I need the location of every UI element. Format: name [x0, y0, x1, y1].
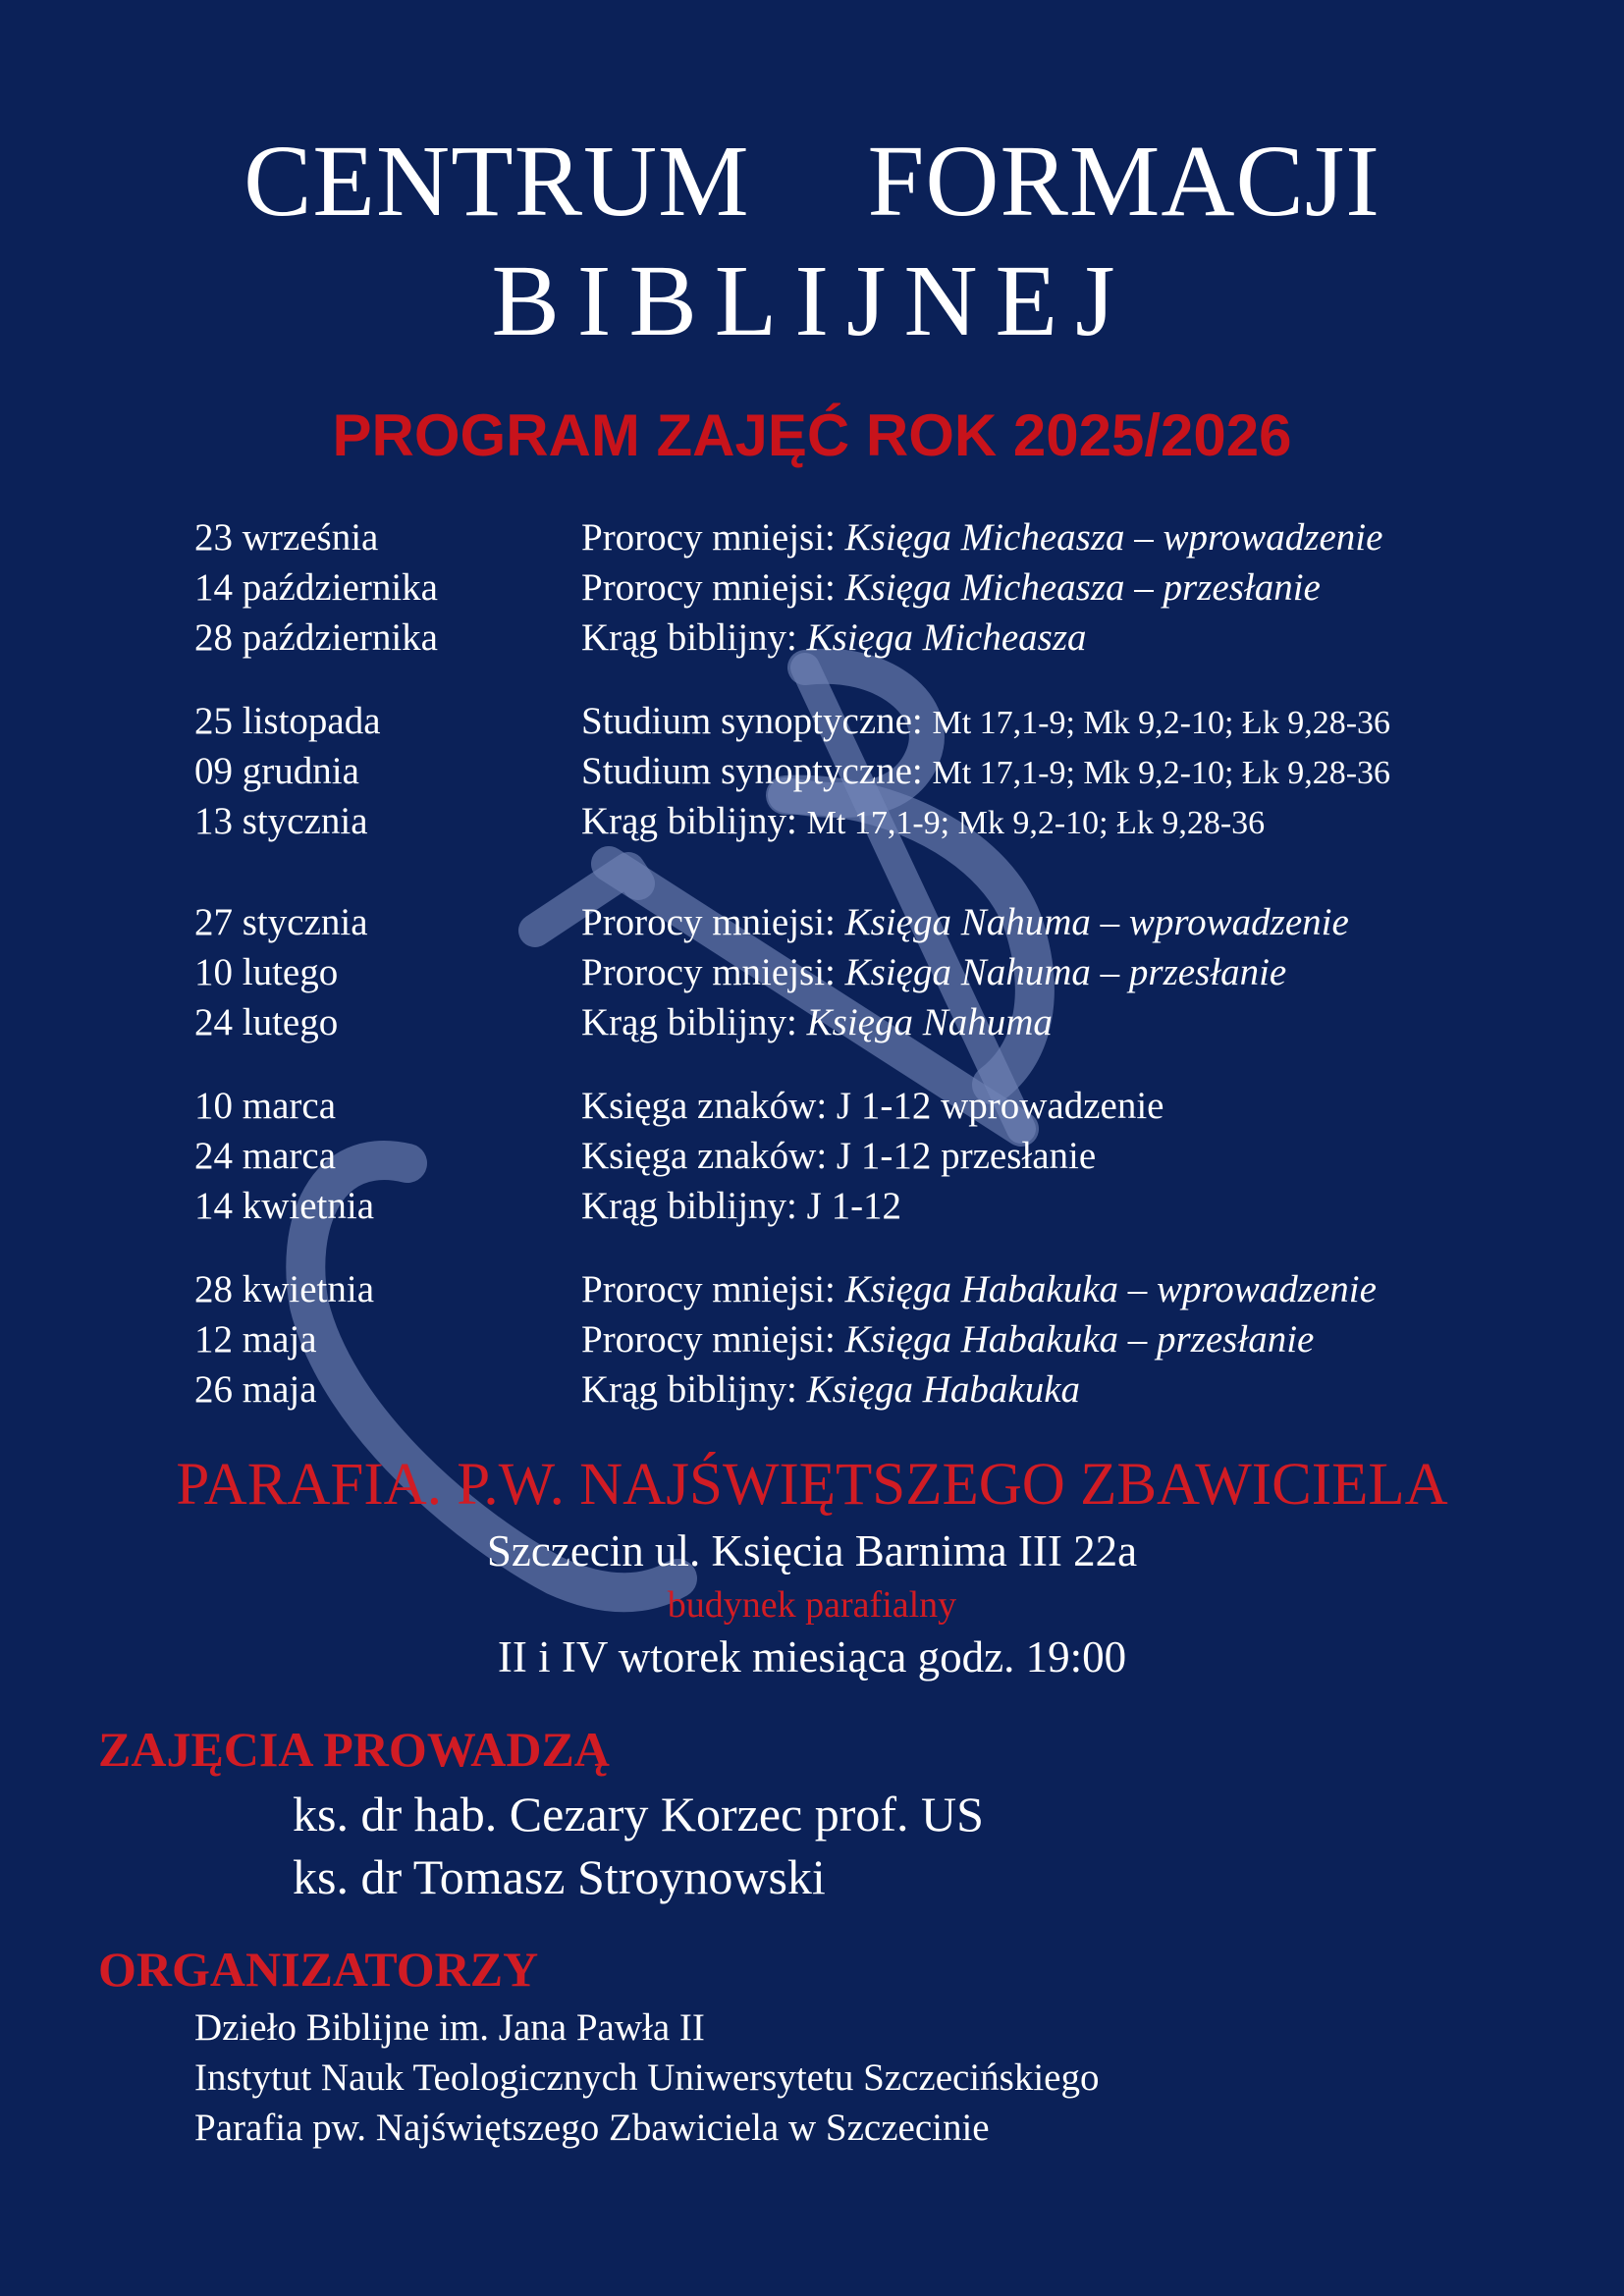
- title-line-2: BIBLIJNEJ: [491, 244, 1133, 357]
- schedule-row: [0, 796, 1624, 847]
- schedule-date: 14 października: [194, 566, 438, 609]
- schedule-date: 26 maja: [194, 1368, 317, 1411]
- schedule-row: [0, 696, 1624, 747]
- leaders-heading: ZAJĘCIA PROWADZĄ: [98, 1722, 610, 1777]
- schedule-topic: Krąg biblijny: J 1-12: [581, 1185, 902, 1227]
- program-subtitle: PROGRAM ZAJĘĆ ROK 2025/2026: [332, 402, 1292, 468]
- title-word-centrum: CENTRUM: [244, 125, 750, 238]
- schedule-date: 24 lutego: [194, 1001, 339, 1043]
- schedule-row: [0, 947, 1624, 998]
- schedule-row: [0, 746, 1624, 797]
- building-note: budynek parafialny: [667, 1584, 957, 1626]
- schedule-topic: Krąg biblijny: Księga Nahuma: [581, 1001, 1053, 1043]
- schedule-row: [0, 1131, 1624, 1182]
- schedule-row: [0, 897, 1624, 948]
- schedule-date: 25 listopada: [194, 700, 381, 742]
- title-word-formacji: FORMACJI: [867, 125, 1380, 238]
- schedule-row: [0, 997, 1624, 1048]
- schedule-date: 14 kwietnia: [194, 1185, 375, 1227]
- meeting-time: II i IV wtorek miesiąca godz. 19:00: [497, 1632, 1127, 1682]
- schedule-topic: Prorocy mniejsi: Księga Micheasza – przesłanie: [581, 566, 1321, 609]
- schedule-row: [0, 613, 1624, 664]
- schedule-topic: Studium synoptyczne: Mt 17,1-9; Mk 9,2-10; Łk 9,28-36: [581, 700, 1391, 742]
- schedule-topic: Studium synoptyczne: Mt 17,1-9; Mk 9,2-10; Łk 9,28-36: [581, 750, 1391, 792]
- schedule-row: [0, 1081, 1624, 1132]
- schedule-date: 13 stycznia: [194, 800, 368, 842]
- organizer-name: Parafia pw. Najświętszego Zbawiciela w Szczecinie: [194, 2107, 990, 2149]
- schedule-row: [0, 562, 1624, 614]
- schedule-date: 28 kwietnia: [194, 1268, 375, 1310]
- organizers-heading: ORGANIZATORZY: [98, 1942, 539, 1997]
- leader-name: ks. dr hab. Cezary Korzec prof. US: [293, 1787, 984, 1842]
- schedule-topic: Prorocy mniejsi: Księga Micheasza – wprowadzenie: [581, 516, 1383, 559]
- schedule-row: [0, 1364, 1624, 1415]
- schedule-topic: Krąg biblijny: Księga Micheasza: [581, 616, 1087, 659]
- leader-name: ks. dr Tomasz Stroynowski: [293, 1849, 826, 1904]
- schedule-date: 23 września: [194, 516, 379, 559]
- schedule-date: 12 maja: [194, 1318, 317, 1361]
- schedule-topic: Prorocy mniejsi: Księga Habakuka – wprowadzenie: [581, 1268, 1377, 1310]
- schedule-date: 10 marca: [194, 1085, 337, 1127]
- schedule-date: 28 października: [194, 616, 438, 659]
- parish-name: PARAFIA. P.W. NAJŚWIĘTSZEGO ZBAWICIELA: [176, 1452, 1448, 1518]
- organizer-name: Dzieło Biblijne im. Jana Pawła II: [194, 2006, 705, 2049]
- schedule-row: [0, 1264, 1624, 1315]
- organizer-name: Instytut Nauk Teologicznych Uniwersytetu Szczecińskiego: [194, 2056, 1100, 2099]
- schedule-topic: Prorocy mniejsi: Księga Nahuma – wprowadzenie: [581, 901, 1349, 943]
- schedule-date: 10 lutego: [194, 951, 339, 993]
- schedule-row: [0, 1314, 1624, 1365]
- schedule-topic: Księga znaków: J 1-12 wprowadzenie: [581, 1085, 1164, 1127]
- schedule-topic: Krąg biblijny: Mt 17,1-9; Mk 9,2-10; Łk 9,28-36: [581, 800, 1266, 842]
- schedule-topic: Prorocy mniejsi: Księga Habakuka – przesłanie: [581, 1318, 1315, 1361]
- schedule-date: 24 marca: [194, 1135, 337, 1177]
- title-line-1: [0, 125, 1624, 238]
- schedule-topic: Prorocy mniejsi: Księga Nahuma – przesłanie: [581, 951, 1287, 993]
- schedule-row: [0, 1181, 1624, 1232]
- schedule-row: [0, 512, 1624, 563]
- schedule-topic: Księga znaków: J 1-12 przesłanie: [581, 1135, 1097, 1177]
- schedule-date: 27 stycznia: [194, 901, 368, 943]
- schedule-date: 09 grudnia: [194, 750, 359, 792]
- schedule-topic: Krąg biblijny: Księga Habakuka: [581, 1368, 1081, 1411]
- parish-address: Szczecin ul. Księcia Barnima III 22a: [486, 1526, 1138, 1575]
